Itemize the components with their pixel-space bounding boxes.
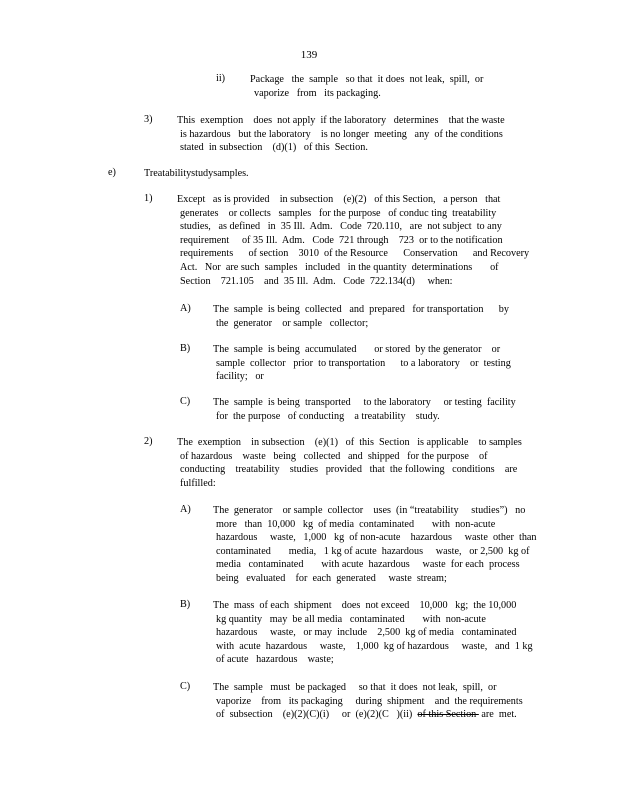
item-1a-text: [213, 303, 509, 330]
text-line: with acute hazardous waste, 1,000 kg of hazardous waste, and 1 kg: [216, 640, 533, 652]
item-2c-text: [213, 681, 523, 722]
text-line: kg quantity may be all media contaminated with non-acute: [216, 613, 486, 625]
item-ii-text: [250, 73, 483, 100]
item-3-text: [177, 114, 505, 155]
text-line: for the purpose of conducting a treatability study.: [216, 410, 440, 422]
item-3-label: 3): [144, 114, 153, 125]
item-1a-label: A): [180, 303, 191, 314]
text-line: The sample must be packaged so that it does not leak, spill, or: [213, 682, 497, 693]
item-2a-text: [213, 504, 537, 586]
section-e-heading: [144, 167, 249, 181]
item-1c-text: [213, 396, 516, 423]
item-2b-text: [213, 599, 533, 667]
text-line: conducting treatability studies provided that the following conditions are: [180, 464, 518, 476]
item-2-text: [177, 436, 522, 490]
text-line: generates or collects samples for the purpose of conduc ting treatability: [180, 207, 497, 219]
text-line: The sample is being collected and prepared for transportation by: [213, 304, 509, 315]
item-1-label: 1): [144, 193, 153, 204]
text-line: requirements of section 3010 of the Resource Conservation and Recovery: [180, 248, 530, 260]
text-line: of hazardous waste being collected and shipped for the purpose of: [180, 450, 488, 462]
text-line: being evaluated for each generated waste stream;: [216, 572, 447, 584]
page-number: 139: [300, 49, 318, 61]
item-ii-label: ii): [216, 73, 226, 84]
text-line: The generator or sample collector uses (in “treatability studies”) no: [213, 505, 526, 516]
text-line: is hazardous but the laboratory is no longer meeting any of the conditions: [180, 128, 503, 140]
text-line: Section 721.105 and 35 Ill. Adm. Code 722.134(d) when:: [180, 275, 453, 287]
text-line: Package the sample so that it does not leak, spill, or: [250, 74, 484, 85]
text-line: Except as is provided in subsection (e)(2) of this Section, a person that: [177, 194, 501, 205]
struck-text: of this Section: [417, 709, 479, 721]
text-line: studies, as defined in 35 Ill. Adm. Code 720.110, are not subject to any: [180, 221, 502, 233]
text-segment: of subsection (e)(2)(C)(i) or (e)(2)(C )(ii): [216, 709, 418, 721]
item-1c-label: C): [180, 396, 191, 407]
text-line: Act. Nor are such samples included in the quantity determinations of: [180, 261, 499, 273]
text-line: fulfilled:: [180, 477, 216, 489]
item-2c-label: C): [180, 681, 191, 692]
text-line: of acute hazardous waste;: [216, 654, 334, 666]
text-line: sample collector prior to transportation to a laboratory or testing: [216, 357, 511, 369]
text-line: This exemption does not apply if the laboratory determines that the waste: [177, 115, 505, 126]
text-line: more than 10,000 kg of media contaminated with non-acute: [216, 518, 496, 530]
text-line: contaminated media, 1 kg of acute hazardous waste, or 2,500 kg of: [216, 545, 530, 557]
section-e-label: e): [108, 167, 116, 178]
item-2b-label: B): [180, 599, 191, 610]
text-line: stated in subsection (d)(1) of this Section.: [180, 142, 368, 154]
text-line: hazardous waste, or may include 2,500 kg of media contaminated: [216, 627, 517, 639]
text-line: requirement of 35 Ill. Adm. Code 721 through 723 or to the notification: [180, 234, 503, 246]
text-line: vaporize from its packaging during shipment and the requirements: [216, 695, 523, 707]
text-line: The mass of each shipment does not exceed 10,000 kg; the 10,000: [213, 600, 517, 611]
text-line: hazardous waste, 1,000 kg of non-acute hazardous waste other than: [216, 532, 537, 544]
text-line: the generator or sample collector;: [216, 317, 369, 329]
text-line: The sample is being transported to the laboratory or testing facility: [213, 397, 516, 408]
text-line: media contaminated with acute hazardous waste for each process: [216, 559, 520, 571]
item-1-text: [177, 193, 529, 288]
text-line: The exemption in subsection (e)(1) of this Section is applicable to samples: [177, 437, 522, 448]
text-segment: are met.: [478, 709, 517, 721]
item-1b-label: B): [180, 343, 191, 354]
text-line: facility; or: [216, 371, 264, 383]
item-2a-label: A): [180, 504, 191, 515]
item-1b-text: [213, 343, 511, 384]
text-line: [213, 708, 523, 722]
text-line: vaporize from its packaging.: [254, 87, 381, 99]
text-line: The sample is being accumulated or stored by the generator or: [213, 344, 501, 355]
section-heading: Treatabilitystudysamples.: [144, 168, 249, 179]
item-2-label: 2): [144, 436, 153, 447]
